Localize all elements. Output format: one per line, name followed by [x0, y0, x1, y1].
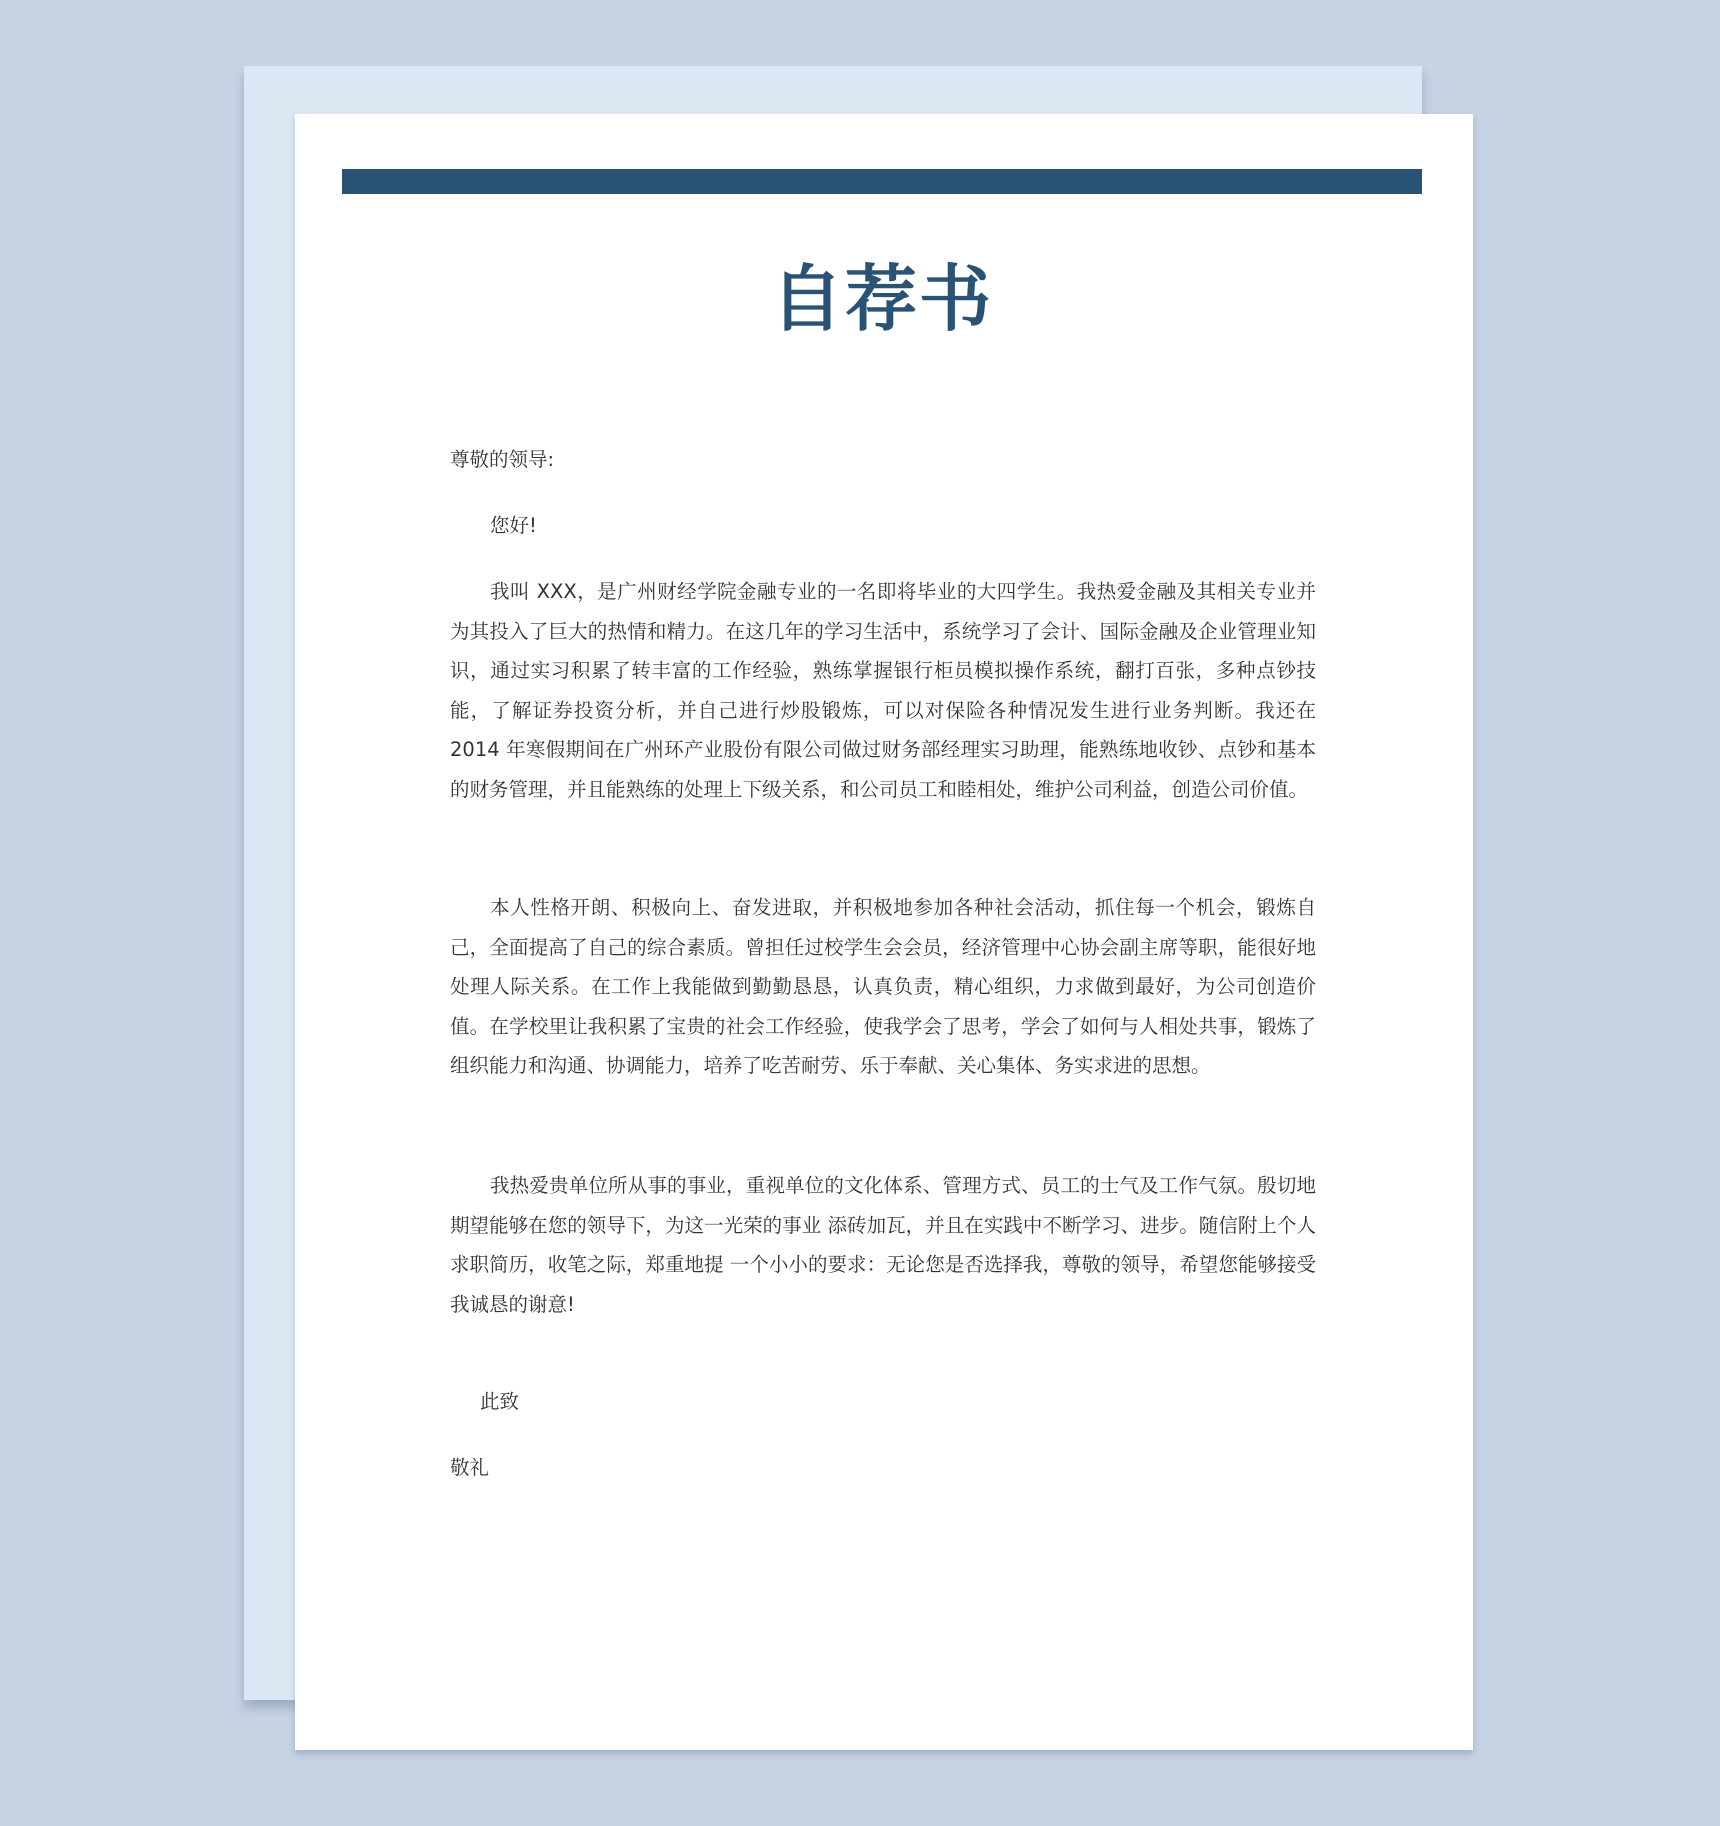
salutation: 尊敬的领导: — [450, 448, 555, 471]
document-page — [295, 114, 1473, 1750]
closing-line-2: 敬礼 — [450, 1456, 490, 1479]
paragraph-3: 我热爱贵单位所从事的事业，重视单位的文化体系、管理方式、员工的士气及工作气氛。殷切地期望能够在您的领导下，为这一光荣的事业 添砖加瓦，并且在实践中不断学习、进步。随信附上个人求职简历，收笔之际，郑重地提 一个小小的要求：无论您是否选择我，尊敬的领导，希望您能够接受我诚恳的谢意! — [450, 1174, 1316, 1316]
document-title: 自荐书 — [770, 257, 993, 341]
paragraph-1: 我叫 XXX，是广州财经学院金融专业的一名即将毕业的大四学生。我热爱金融及其相关专业并为其投入了巨大的热情和精力。在这几年的学习生活中，系统学习了会计、国际金融及企业管理业知识，通过实习积累了转丰富的工作经验，熟练掌握银行柜员模拟操作系统，翻打百张，多种点钞技能，了解证券投资分析，并自己进行炒股锻炼，可以对保险各种情况发生进行业务判断。我还在 2014 年寒假期间在广州环产业股份有限公司做过财务部经理实习助理，能熟练地收钞、点钞和基本的财务管理，并且能熟练的处理上下级关系，和公司员工和睦相处，维护公司利益，创造公司价值。 — [450, 580, 1316, 801]
header-accent-bar — [342, 169, 1422, 194]
paragraph-2: 本人性格开朗、积极向上、奋发进取，并积极地参加各种社会活动，抓住每一个机会，锻炼自己，全面提高了自己的综合素质。曾担任过校学生会会员，经济管理中心协会副主席等职，能很好地处理人际关系。在工作上我能做到勤勤恳恳，认真负责，精心组织，力求做到最好，为公司创造价值。在学校里让我积累了宝贵的社会工作经验，使我学会了思考，学会了如何与人相处共事，锻炼了组织能力和沟通、协调能力，培养了吃苦耐劳、乐于奉献、关心集体、务实求进的思想。 — [450, 896, 1316, 1077]
closing-line-1: 此致 — [480, 1390, 520, 1413]
greeting: 您好! — [490, 514, 537, 537]
